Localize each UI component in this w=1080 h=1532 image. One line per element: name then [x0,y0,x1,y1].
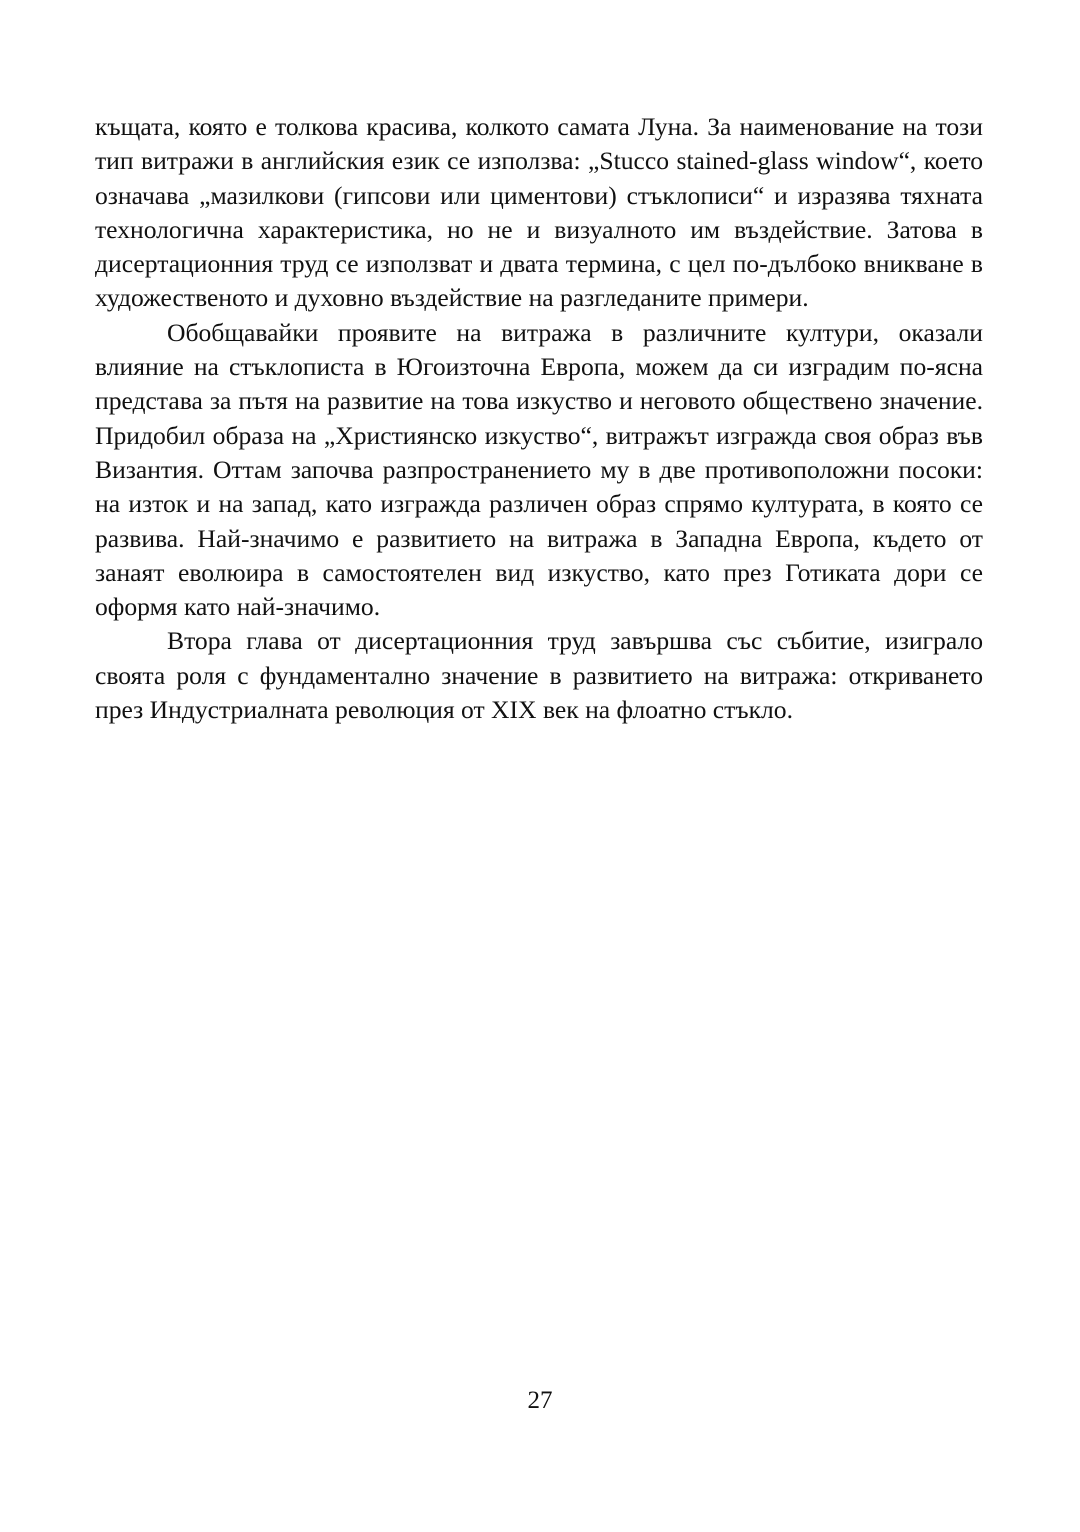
paragraph-3: Втора глава от дисертационния труд завършва със събитие, изиграло своята роля с фундаментално значение в развитието на витража: откриването през Индустриалната революция от XIX век на флоатно стъкло. [95,626,983,725]
page-body [95,110,983,727]
paragraph-1: къщата, която е толкова красива, колкото самата Луна. За наименование на този тип витражи в английския език се използва: „Stucco stained-glass window“, което означава „мазилкови (гипсови или циментови) стъклописи“ и изразява тяхната технологична характеристика, но не и визуалното им въздействие. Затова в дисертационния труд се използват и двата термина, с цел по-дълбоко вникване в художественото и духовно въздействие на разгледаните примери. [95,112,983,313]
page-number: 27 [527,1387,553,1414]
paragraph-2: Обобщавайки проявите на витража в различните култури, оказали влияние на стъклописта в Югоизточна Европа, можем да си изградим по-ясна представа за пътя на развитие на това изкуство и неговото обществено значение. Придобил образа на „Християнско изкуство“, витражът изгражда своя образ във Византия. Оттам започва разпространението му в две противоположни посоки: на изток и на запад, като изгражда различен образ спрямо културата, в която се развива. Най-значимо е развитието на витража в Западна Европа, където от занаят еволюира в самостоятелен вид изкуство, като през Готиката дори се оформя като най-значимо. [95,317,983,622]
